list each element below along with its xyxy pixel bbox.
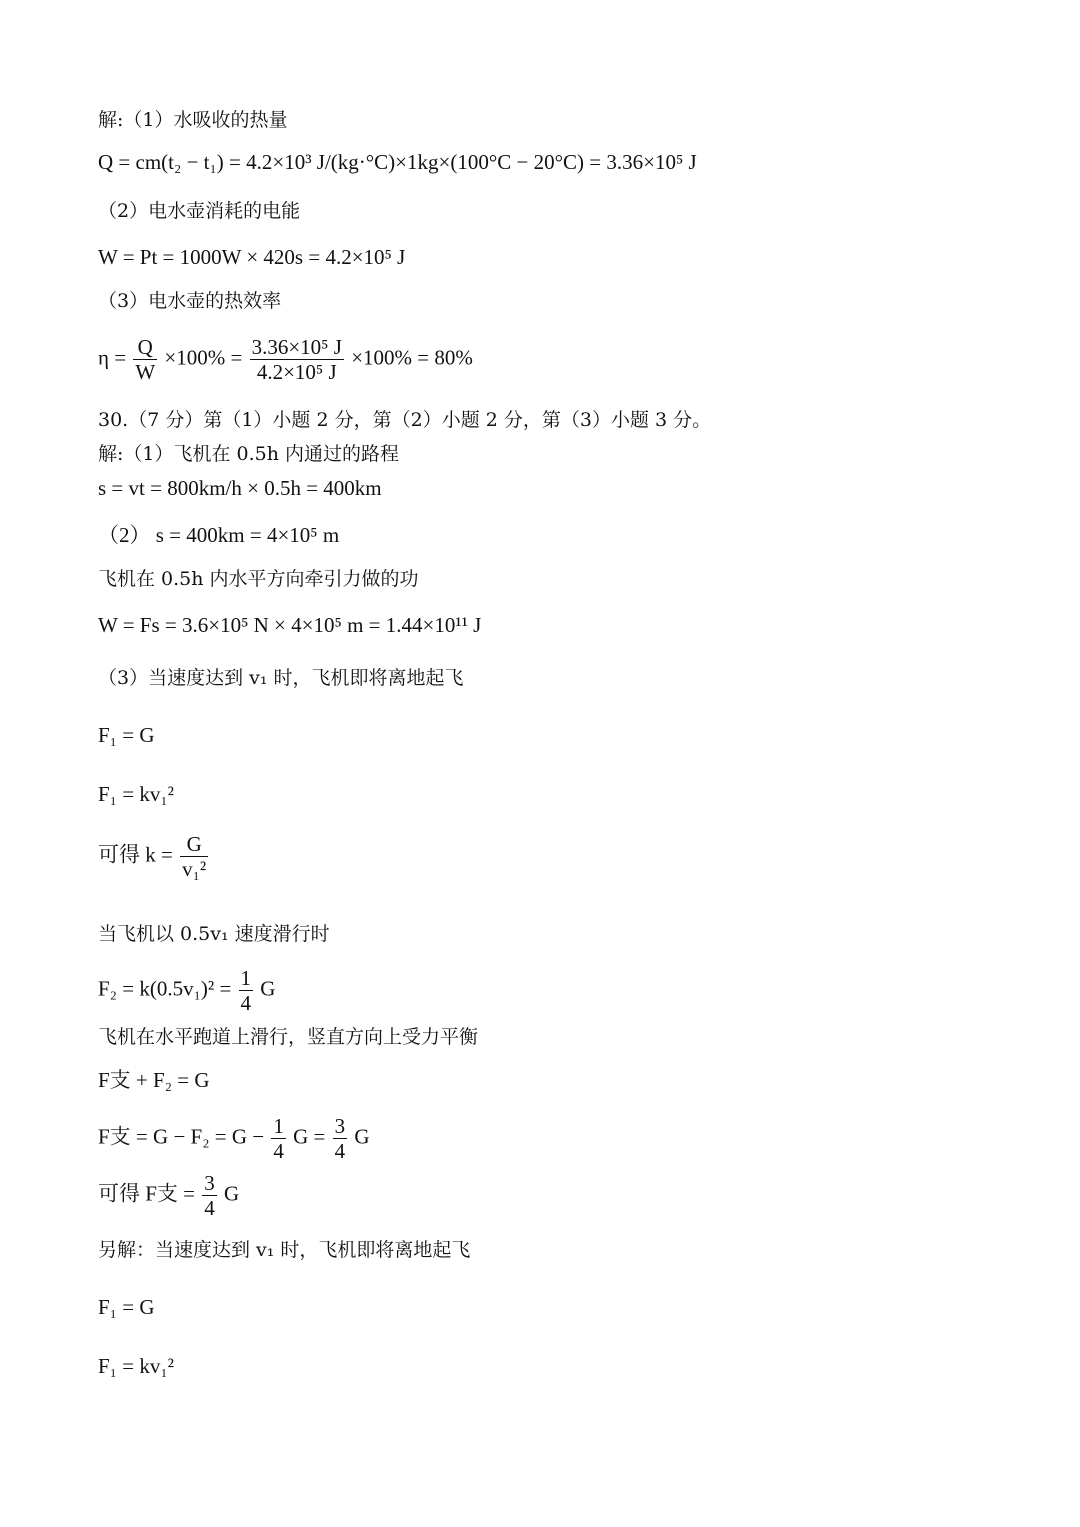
fraction-numerator: 3 bbox=[334, 1114, 346, 1138]
fraction-one-quarter bbox=[271, 1114, 286, 1163]
equation-lift-half-speed bbox=[98, 966, 275, 1015]
text-line-alternative-solution: 另解：当速度达到 v₁ 时，飞机即将离地起飞 bbox=[98, 1239, 471, 1261]
equation-efficiency bbox=[98, 335, 473, 384]
fraction-denominator: 4.2×10⁵ J bbox=[256, 360, 337, 384]
equation-k-value bbox=[98, 832, 210, 881]
fraction-energy-ratio bbox=[250, 335, 344, 384]
text-line-efficiency-heading: （3）电水壶的热效率 bbox=[98, 290, 282, 312]
fraction-denominator: 4 bbox=[334, 1139, 346, 1163]
text-line-water-heat-heading: 解:（1）水吸收的热量 bbox=[98, 109, 288, 131]
fraction-numerator: 3 bbox=[204, 1171, 215, 1195]
fraction-three-quarters bbox=[202, 1171, 217, 1220]
fraction-denominator: 4 bbox=[273, 1139, 284, 1163]
equation-electric-energy: W = Pt = 1000W × 420s = 4.2×10⁵ J bbox=[98, 245, 406, 269]
fraction-denominator: W bbox=[135, 360, 156, 384]
fraction-numerator: G bbox=[180, 832, 208, 857]
equation-part: 可得 k = bbox=[98, 842, 173, 867]
fraction-numerator: 1 bbox=[240, 966, 252, 990]
fraction-numerator: 3.36×10⁵ J bbox=[251, 335, 342, 359]
fraction-denominator: v₁² bbox=[182, 857, 207, 881]
equation-force-balance: F支 + F₂ = G bbox=[98, 1068, 210, 1092]
equation-part: 可得 F支 = bbox=[98, 1181, 196, 1206]
fraction-one-quarter bbox=[239, 966, 254, 1015]
equation-work: W = Fs = 3.6×10⁵ N × 4×10⁵ m = 1.44×10¹¹ J bbox=[98, 613, 482, 637]
equation-lift-equals-weight-alt: F₁ = G bbox=[98, 1295, 155, 1319]
equation-lift-formula: F₁ = kv₁² bbox=[98, 782, 174, 806]
equation-part: G bbox=[260, 976, 276, 1001]
equation-part: F₂ = k(0.5v₁)² = bbox=[98, 976, 232, 1001]
equation-distance: s = vt = 800km/h × 0.5h = 400km bbox=[98, 476, 382, 500]
fraction-denominator: 4 bbox=[240, 991, 252, 1015]
equation-lift-equals-weight: F₁ = G bbox=[98, 723, 155, 747]
equation-distance-meters: （2） s = 400km = 4×10⁵ m bbox=[98, 523, 340, 547]
equation-support-force-result bbox=[98, 1171, 239, 1220]
equation-part: η = bbox=[98, 345, 127, 370]
equation-part: ×100% = 80% bbox=[351, 345, 473, 370]
equation-heat-absorbed: Q = cm(t₂ − t₁) = 4.2×10³ J/(kg·°C)×1kg×(100°C − 20°C) = 3.36×10⁵ J bbox=[98, 150, 697, 174]
fraction-denominator: 4 bbox=[204, 1196, 215, 1220]
equation-part: G bbox=[224, 1181, 240, 1206]
equation-lift-formula-alt: F₁ = kv₁² bbox=[98, 1354, 174, 1378]
equation-part: ×100% = bbox=[164, 345, 243, 370]
text-line-work-heading: 飞机在 0.5h 内水平方向牵引力做的功 bbox=[98, 568, 419, 590]
text-line-energy-heading: （2）电水壶消耗的电能 bbox=[98, 200, 301, 222]
fraction-numerator: Q bbox=[133, 335, 157, 360]
fraction-numerator: 1 bbox=[273, 1114, 284, 1138]
text-line-force-balance: 飞机在水平跑道上滑行，竖直方向上受力平衡 bbox=[98, 1026, 479, 1048]
question-30-heading: 30.（7 分）第（1）小题 2 分，第（2）小题 2 分，第（3）小题 3 分。 bbox=[98, 409, 712, 431]
equation-support-force bbox=[98, 1114, 370, 1163]
text-line-takeoff-condition: （3）当速度达到 v₁ 时，飞机即将离地起飞 bbox=[98, 667, 464, 689]
fraction-three-quarters bbox=[333, 1114, 348, 1163]
equation-part: F支 = G − F₂ = G − bbox=[98, 1124, 265, 1149]
equation-part: G = bbox=[293, 1124, 326, 1149]
text-line-distance-heading: 解:（1）飞机在 0.5h 内通过的路程 bbox=[98, 443, 400, 465]
equation-part: G bbox=[354, 1124, 370, 1149]
fraction-g-over-v1-squared bbox=[180, 832, 208, 881]
text-line-half-speed: 当飞机以 0.5v₁ 速度滑行时 bbox=[98, 923, 330, 945]
fraction-q-over-w bbox=[133, 335, 157, 384]
